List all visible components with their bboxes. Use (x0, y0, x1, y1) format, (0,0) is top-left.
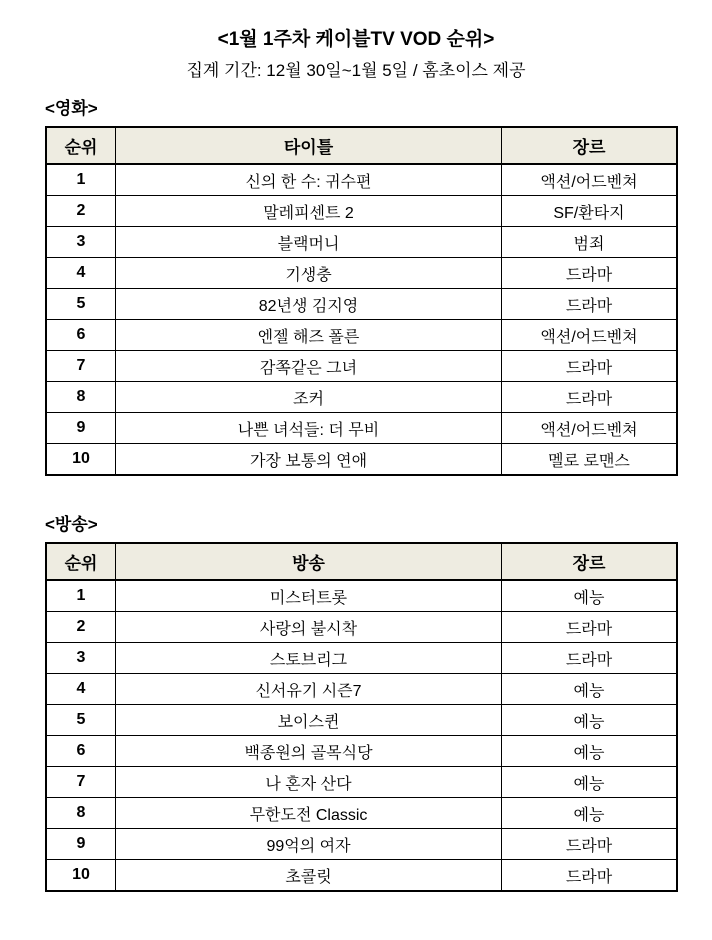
table-row (46, 860, 677, 892)
genre-cell: 예능 (502, 798, 678, 829)
table-row (46, 289, 677, 320)
rank-cell: 10 (46, 860, 116, 892)
table-row (46, 413, 677, 444)
genre-cell: 범죄 (502, 227, 678, 258)
broadcast-header-row (46, 543, 677, 580)
rank-cell: 9 (46, 413, 116, 444)
title-cell: 감쪽같은 그녀 (116, 351, 502, 382)
title-cell: 기생충 (116, 258, 502, 289)
section-label-broadcast: <방송> (45, 515, 98, 534)
table-row (46, 674, 677, 705)
rank-cell: 1 (46, 580, 116, 612)
genre-cell: 예능 (502, 736, 678, 767)
genre-cell: 액션/어드벤쳐 (502, 413, 678, 444)
title-cell: 사랑의 불시착 (116, 612, 502, 643)
title-cell: 백종원의 골목식당 (116, 736, 502, 767)
movies-column-header: 순위 (46, 127, 116, 164)
title-cell: 미스터트롯 (116, 580, 502, 612)
section-label-movies: <영화> (45, 99, 98, 118)
genre-cell: 드라마 (502, 860, 678, 892)
rank-cell: 5 (46, 289, 116, 320)
genre-cell: 예능 (502, 580, 678, 612)
genre-cell: 예능 (502, 767, 678, 798)
table-row (46, 580, 677, 612)
table-row (46, 767, 677, 798)
page-title: <1월 1주차 케이블TV VOD 순위> (217, 29, 495, 50)
table-row (46, 612, 677, 643)
rank-cell: 3 (46, 227, 116, 258)
broadcast-column-header: 장르 (502, 543, 678, 580)
rank-cell: 9 (46, 829, 116, 860)
title-cell: 블랙머니 (116, 227, 502, 258)
rank-cell: 8 (46, 382, 116, 413)
title-cell: 스토브리그 (116, 643, 502, 674)
table-row (46, 164, 677, 196)
rank-cell: 1 (46, 164, 116, 196)
table-row (46, 227, 677, 258)
table-row (46, 382, 677, 413)
broadcast-column-header: 순위 (46, 543, 116, 580)
rank-cell: 7 (46, 351, 116, 382)
rank-cell: 2 (46, 612, 116, 643)
genre-cell: 드라마 (502, 289, 678, 320)
title-cell: 가장 보통의 연애 (116, 444, 502, 476)
broadcast-table (45, 542, 678, 892)
broadcast-column-header: 방송 (116, 543, 502, 580)
rank-cell: 6 (46, 320, 116, 351)
movies-column-header: 장르 (502, 127, 678, 164)
genre-cell: 드라마 (502, 258, 678, 289)
title-cell: 99억의 여자 (116, 829, 502, 860)
rank-cell: 4 (46, 674, 116, 705)
genre-cell: 드라마 (502, 351, 678, 382)
movies-column-header: 타이틀 (116, 127, 502, 164)
title-cell: 조커 (116, 382, 502, 413)
genre-cell: 액션/어드벤쳐 (502, 320, 678, 351)
table-row (46, 736, 677, 767)
movies-header-row (46, 127, 677, 164)
genre-cell: 예능 (502, 705, 678, 736)
genre-cell: 드라마 (502, 829, 678, 860)
genre-cell: SF/환타지 (502, 196, 678, 227)
title-cell: 신서유기 시즌7 (116, 674, 502, 705)
title-cell: 나쁜 녀석들: 더 무비 (116, 413, 502, 444)
genre-cell: 액션/어드벤쳐 (502, 164, 678, 196)
rank-cell: 3 (46, 643, 116, 674)
title-cell: 초콜릿 (116, 860, 502, 892)
table-row (46, 444, 677, 476)
table-row (46, 643, 677, 674)
table-row (46, 829, 677, 860)
genre-cell: 예능 (502, 674, 678, 705)
title-cell: 무한도전 Classic (116, 798, 502, 829)
rank-cell: 7 (46, 767, 116, 798)
title-cell: 신의 한 수: 귀수편 (116, 164, 502, 196)
genre-cell: 드라마 (502, 612, 678, 643)
table-row (46, 258, 677, 289)
title-cell: 엔젤 해즈 폴른 (116, 320, 502, 351)
rank-cell: 2 (46, 196, 116, 227)
rank-cell: 10 (46, 444, 116, 476)
table-row (46, 798, 677, 829)
genre-cell: 드라마 (502, 643, 678, 674)
title-cell: 보이스퀸 (116, 705, 502, 736)
rank-cell: 8 (46, 798, 116, 829)
title-cell: 82년생 김지영 (116, 289, 502, 320)
table-row (46, 351, 677, 382)
rank-cell: 5 (46, 705, 116, 736)
table-row (46, 196, 677, 227)
rank-cell: 6 (46, 736, 116, 767)
genre-cell: 멜로 로맨스 (502, 444, 678, 476)
table-row (46, 705, 677, 736)
table-row (46, 320, 677, 351)
title-cell: 말레피센트 2 (116, 196, 502, 227)
title-cell: 나 혼자 산다 (116, 767, 502, 798)
movies-table (45, 126, 678, 476)
rank-cell: 4 (46, 258, 116, 289)
genre-cell: 드라마 (502, 382, 678, 413)
page-subtitle: 집계 기간: 12월 30일~1월 5일 / 홈초이스 제공 (186, 61, 526, 80)
